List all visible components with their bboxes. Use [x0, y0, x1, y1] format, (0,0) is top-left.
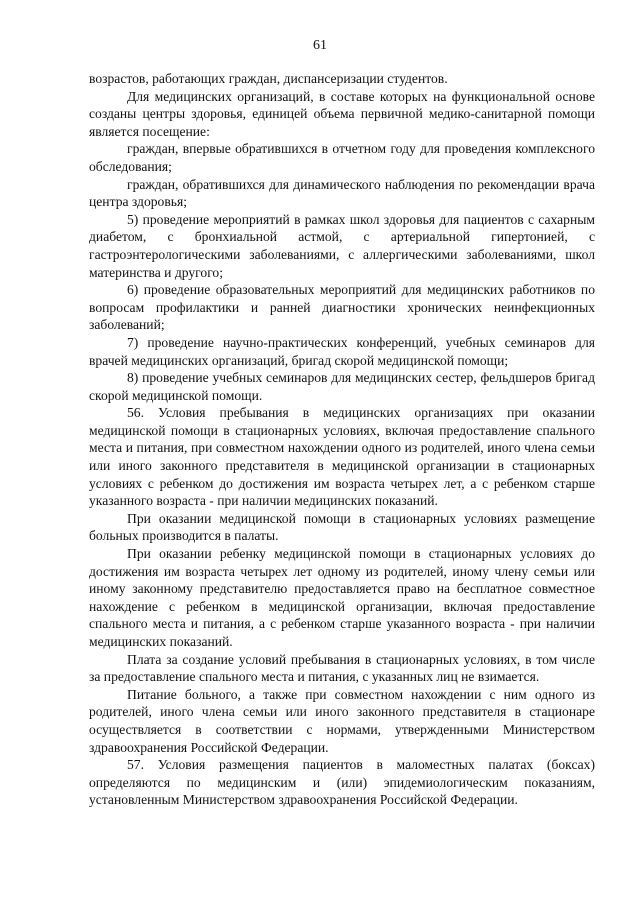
- list-item-5: 5) проведение мероприятий в рамках школ здоровья для пациентов с сахарным диабетом, с бронхиальной астмой, с артериальной гипертонией, с гастроэнтерологическими заболеваниями, с аллергическими заболеваниями, школ материнства и другого;: [89, 211, 595, 280]
- paragraph-health-centers-intro: Для медицинских организаций, в составе которых на функциональной основе созданы центры здоровья, единицей объема первичной медико-санитарной помощи является посещение:: [89, 88, 595, 139]
- paragraph-no-fee: Плата за создание условий пребывания в стационарных условиях, в том числе за предоставление спального места и питания, с указанных лиц не взимается.: [89, 651, 595, 685]
- page-number: 61: [313, 38, 327, 53]
- section-57: 57. Условия размещения пациентов в маломестных палатах (боксах) определяются по медицинским и (или) эпидемиологическим показаниям, установленным Министерством здравоохранения Российской Федерации.: [89, 757, 595, 808]
- list-item-8: 8) проведение учебных семинаров для медицинских сестер, фельдшеров бригад скорой медицинской помощи.: [89, 370, 595, 403]
- list-item-7: 7) проведение научно-практических конференций, учебных семинаров для врачей медицинских организаций, бригад скорой медицинской помощи;: [89, 334, 595, 368]
- paragraph-dynamic-observation: граждан, обратившихся для динамического наблюдения по рекомендации врача центра здоровья;: [89, 176, 595, 210]
- section-56: 56. Условия пребывания в медицинских организациях при оказании медицинской помощи в стационарных условиях, включая предоставление спального места и питания, при совместном нахождении одного из родителей, иного члена семьи или иного законного представителя в медицинской организации в стационарных условиях с ребенком до достижения им возраста четырех лет, а с ребенком старше указанного возраста - при наличии медицинских показаний.: [89, 405, 595, 509]
- paragraph-parent-stay: При оказании ребенку медицинской помощи в стационарных условиях до достижения им возраста четырех лет одному из родителей, иному члену семьи или иному законному представителю предоставляется право на бесплатное совместное нахождение с ребенком в медицинской организации, включая предоставление спального места и питания, а с ребенком старше указанного возраста - при наличии медицинских показаний.: [89, 546, 595, 649]
- document-body: [89, 70, 595, 809]
- paragraph-first-time-visit: граждан, впервые обратившихся в отчетном году для проведения комплексного обследования;: [89, 141, 595, 174]
- paragraph-continuation: возрастов, работающих граждан, диспансеризации студентов.: [89, 71, 448, 86]
- list-item-6: 6) проведение образовательных мероприятий для медицинских работников по вопросам профилактики и ранней диагностики хронических неинфекционных заболеваний;: [89, 282, 595, 333]
- paragraph-nutrition: Питание больного, а также при совместном нахождении с ним одного из родителей, иного члена семьи или иного законного представителя в стационаре осуществляется в соответствии с нормами, утвержденными Министерством здравоохранения Российской Федерации.: [89, 686, 595, 755]
- paragraph-ward-placement: При оказании медицинской помощи в стационарных условиях размещение больных производится в палаты.: [89, 510, 595, 544]
